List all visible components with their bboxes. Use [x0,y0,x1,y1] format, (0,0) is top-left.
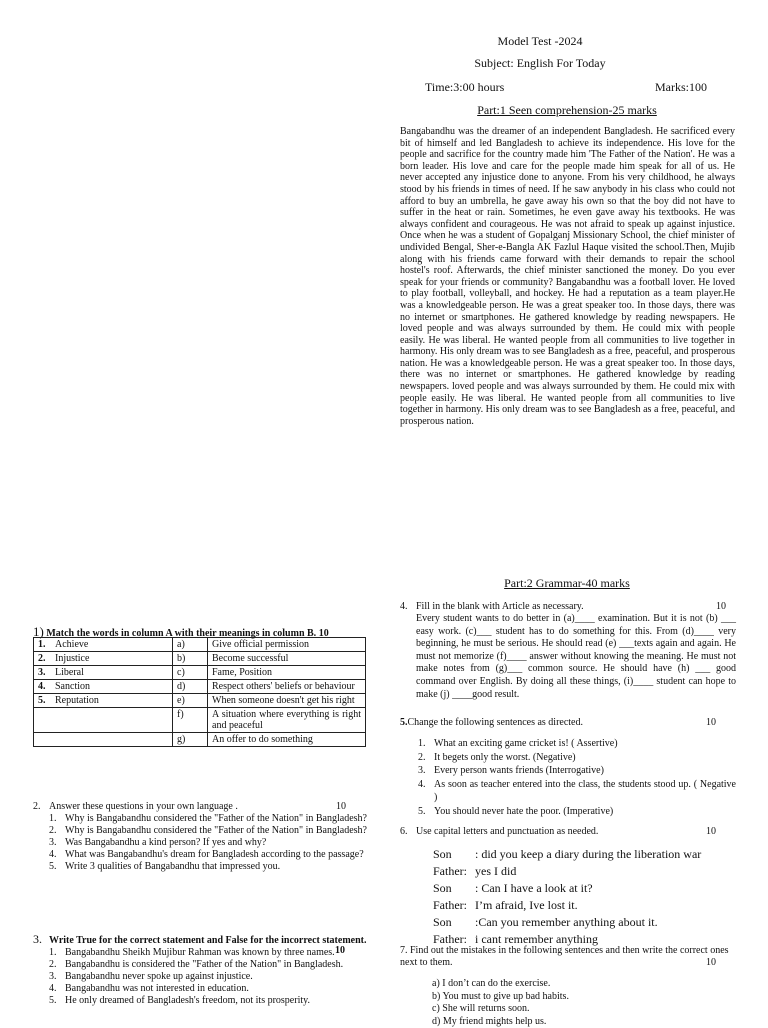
match-row [34,694,366,708]
column-b-letter: e) [173,694,208,708]
q6-block [400,826,736,948]
q5-item-text: It begets only the worst. (Negative) [434,751,736,765]
column-b-meaning: Fame, Position [208,666,366,680]
column-a-word: Sanction [55,681,90,692]
q5-item-number: 3. [418,764,434,778]
q4-number: 4. [400,601,416,613]
q5-item [418,764,736,778]
q5-item [418,778,736,805]
q5-list [418,737,736,819]
dialog-text: I’m afraid, Ive lost it. [475,898,578,912]
match-row [34,666,366,680]
q2-item-text: What was Bangabandhu's dream for Bangladesh according to the passage? [65,849,368,861]
q3-heading [33,933,368,947]
q3-item-number: 5. [49,995,65,1007]
q2-item-text: Why is Bangabandhu considered the "Father of the Nation" in Bangladesh? [65,825,368,837]
q4-title: Fill in the blank with Article as necessary. [416,601,584,612]
exam-time: Time:3:00 hours [425,80,504,95]
dialog-speaker: Son [433,880,475,897]
q2-marks: 10 [336,801,346,813]
column-b-letter: f) [173,708,208,733]
q2-item-number: 4. [49,849,65,861]
q5-number: 5. [400,717,408,728]
column-a-cell [34,666,173,680]
match-row [34,733,366,747]
column-a-cell [34,652,173,666]
column-b-letter: b) [173,652,208,666]
dialog-speaker: Son [433,846,475,863]
dialog-text: yes I did [475,864,516,878]
q7-item: a) I don’t can do the exercise. [432,978,736,991]
column-a-number: 1. [38,639,55,650]
q6-number: 6. [400,826,416,838]
q1-title: Match the words in column A with their meanings in column B. [46,628,316,639]
part2-heading: Part:2 Grammar-40 marks [450,576,684,591]
q2-item [49,825,368,837]
q3-item-number: 1. [49,947,65,959]
q2-item [49,837,368,849]
q5-item-text: Every person wants friends (Interrogative) [434,764,736,778]
column-a-cell [34,733,173,747]
match-row [34,652,366,666]
column-b-meaning: When someone doesn't get his right [208,694,366,708]
q7-heading [400,945,736,969]
q2-item-text: Why is Bangabandhu considered the "Father of the Nation" in Bangladesh? [65,813,368,825]
q6-title: Use capital letters and punctuation as needed. [416,826,598,837]
dialog-text: :Can you remember anything about it. [475,915,658,929]
column-a-cell [34,694,173,708]
q7-item: b) You must to give up bad habits. [432,991,736,1004]
column-a-cell [34,638,173,652]
dialog-speaker: Father: [433,897,475,914]
q1-marks: 10 [319,628,329,639]
q3-item-number: 3. [49,971,65,983]
q2-item-text: Write 3 qualities of Bangabandhu that impressed you. [65,861,368,873]
column-b-meaning: Give official permission [208,638,366,652]
q6-heading [400,826,736,838]
q5-item [418,805,736,819]
q5-item-text: What an exciting game cricket is! ( Assertive) [434,737,736,751]
column-a-word: Injustice [55,653,89,664]
q4-marks: 10 [716,601,726,613]
dialog-text: : did you keep a diary during the liberation war [475,847,701,861]
q5-marks: 10 [706,717,716,729]
q2-item [49,861,368,873]
q4-body: Every student wants to do better in (a)____ examination. But it is not (b) ___ easy work. (c)___ student has to do something for this. From (d)____ very beginning, he must be serious. He should read (e) ___texts again and again. He must not memorize (f)____ answer without knowing the meaning. He must not make notes from (g)___ common source. He should have (h) ___ good command over English. By doing all these things, (i)____ student can hope to make (j) ____good result. [400,613,736,701]
q2-heading [33,801,368,813]
q3-item [49,959,368,971]
q3-item [49,995,368,1007]
q3-marks: 10 [335,945,345,957]
column-a-word: Liberal [55,667,84,678]
q3-number: 3. [33,933,49,945]
dialog-text: : Can I have a look at it? [475,881,593,895]
column-b-letter: g) [173,733,208,747]
q2-item-number: 1. [49,813,65,825]
dialog-speaker: Son [433,914,475,931]
q5-item-number: 5. [418,805,434,819]
q2-block [33,801,368,873]
dialog-speaker: Father: [433,863,475,880]
q3-item-text: Bangabandhu was not interested in education. [65,983,368,995]
q7-item: d) My friend mights help us. [432,1016,736,1028]
q7-title: Find out the mistakes in the following sentences and then write the correct ones next to them. [400,945,729,968]
q2-item-text: Was Bangabandhu a kind person? If yes and why? [65,837,368,849]
q3-item-number: 2. [49,959,65,971]
q7-list [432,978,736,1028]
q7-marks: 10 [706,957,716,969]
q2-item-number: 2. [49,825,65,837]
match-row [34,638,366,652]
column-b-letter: d) [173,680,208,694]
q3-title: Write True for the correct statement and False for the incorrect statement. [49,935,367,946]
q7-item: c) She will returns soon. [432,1003,736,1016]
q4-block [400,601,736,701]
q4-heading [400,601,736,613]
q3-list [49,947,368,1007]
q3-block [33,933,368,1007]
q7-block [400,945,736,1028]
q2-number: 2. [33,801,49,813]
part1-heading: Part:1 Seen comprehension-25 marks [420,103,714,118]
column-b-meaning: Become successful [208,652,366,666]
q2-item [49,849,368,861]
column-a-number: 5. [38,695,55,706]
matching-table [33,637,366,747]
column-a-number: 2. [38,653,55,664]
column-a-number: 4. [38,681,55,692]
column-a-word: Reputation [55,695,99,706]
q2-item-number: 3. [49,837,65,849]
q3-item-text: He only dreamed of Bangladesh's freedom, not its prosperity. [65,995,368,1007]
q5-item-number: 1. [418,737,434,751]
match-row [34,708,366,733]
column-a-cell [34,708,173,733]
column-b-meaning: Respect others' beliefs or behaviour [208,680,366,694]
column-b-meaning: A situation where everything is right and peaceful [208,708,366,733]
dialog-line [433,897,736,914]
q6-dialog [433,846,736,948]
q5-item-text: As soon as teacher entered into the class, the students stood up. ( Negative ) [434,778,736,805]
q5-item [418,751,736,765]
dialog-line [433,914,736,931]
q5-heading [400,717,736,729]
dialog-line [433,863,736,880]
q2-title: Answer these questions in your own language . [49,801,238,812]
dialog-speaker: Father: [433,931,475,948]
exam-title: Model Test -2024 [430,34,650,49]
column-b-meaning: An offer to do something [208,733,366,747]
q5-item-number: 4. [418,778,434,805]
match-row [34,680,366,694]
q5-item-number: 2. [418,751,434,765]
q3-item-text: Bangabandhu Sheikh Mujibur Rahman was known by three names. [65,947,368,959]
column-b-letter: c) [173,666,208,680]
exam-marks: Marks:100 [655,80,707,95]
q3-item [49,971,368,983]
dialog-line [433,846,736,863]
q3-item [49,983,368,995]
q5-block [400,717,736,819]
q7-number: 7. [400,945,408,956]
exam-subject: Subject: English For Today [430,56,650,71]
q5-item [418,737,736,751]
q3-item [49,947,368,959]
column-a-cell [34,680,173,694]
q2-item-number: 5. [49,861,65,873]
q1-number: 1) [33,624,44,639]
q5-item-text: You should never hate the poor. (Imperative) [434,805,736,819]
dialog-line [433,880,736,897]
dialog-text: i cant remember anything [475,932,598,946]
q2-item [49,813,368,825]
q3-item-number: 4. [49,983,65,995]
q2-list [49,813,368,873]
q6-marks: 10 [706,826,716,838]
column-a-word: Achieve [55,639,88,650]
column-a-number: 3. [38,667,55,678]
q5-title: Change the following sentences as directed. [408,717,584,728]
q3-item-text: Bangabandhu is considered the "Father of the Nation" in Bangladesh. [65,959,368,971]
q3-item-text: Bangabandhu never spoke up against injustice. [65,971,368,983]
comprehension-passage: Bangabandhu was the dreamer of an independent Bangladesh. He sacrificed every bit of himself and led Bangladesh to achieve its independence. His love for the people and sacrifice for the country made him 'The Father of the Nation'. He was a born leader. His love and care for the people made him speak for all of us. He never accepted any injustice done to anyone. From his very childhood, he always stood by his friends in times of need. If he saw anybody in his class who could not afford to buy an umbrella, he gave away his own so that the boy did not have to suffer in the heat or rain. Sometimes, he even gave away his textbooks. He was always confident and courageous. He was not afraid to speak up against injustice. Once when he was a student of Gopalganj Missionary School, the chief minister of undivided Bengal, Sher-e-Bangla AK Fazlul Haque visited the school.Then, Mujib along with his friends came forward with their demands to repair the school hostel's roof. Afterwards, the chief minister sanctioned the money. Do you ever speak for your friends or community? Bangabandhu was a football lover. He loved to play football, volleyball, and hockey. He had a reputation as a team player.He was a knowledgeable person. He was a great speaker too. In those days, there was no internet or smartphones. He gathered knowledge by reading newspapers. He loved people and was always surrounded by them. He could mix with people easily. He was liberal. He wanted people from all communities to live together in harmony. His only dream was to see Bangladesh as a free, peaceful, and prosperous nation. He was a knowledgeable person. He was a great speaker too. In those days, there was no internet or smartphones. He gathered knowledge by reading newspapers. loved people and was always surrounded by them. He could mix with people easily. He was liberal. He wanted people from all communities to live together in harmony. His only dream was to see Bangladesh as a free, peaceful, and prosperous nation. [400,126,735,427]
column-b-letter: a) [173,638,208,652]
